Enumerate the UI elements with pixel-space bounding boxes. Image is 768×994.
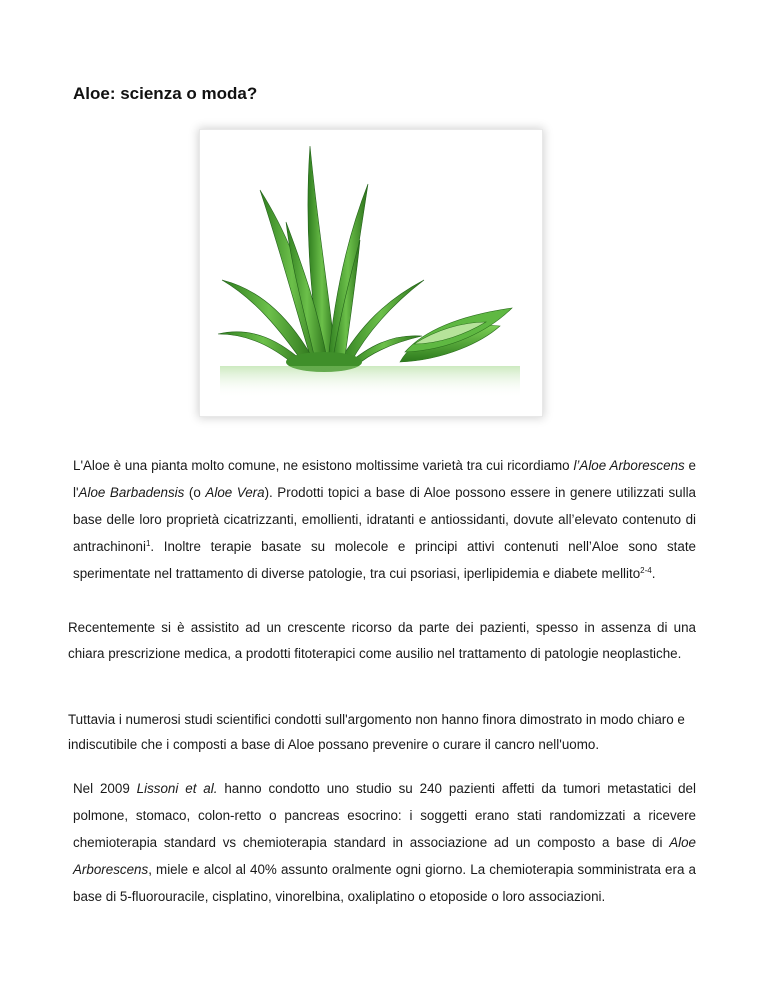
study-text-1: Nel 2009 bbox=[73, 781, 137, 796]
study-italic-1: Lissoni et al. bbox=[136, 781, 218, 796]
study-text-3: , miele e alcol al 40% assunto oralmente ogni giorno. La chemioterapia somministrata era a base di 5-fluorouracile, cisplatino, vinorelbina, oxaliplatino o etoposide o loro associazioni. bbox=[73, 862, 696, 904]
aloe-plant-icon bbox=[200, 130, 542, 416]
study-italic-2: Aloe Arborescens bbox=[73, 835, 696, 877]
paragraph-phytotherapy: Recentemente si è assistito ad un crescente ricorso da parte dei pazienti, spesso in assenza di una chiara prescrizione medica, a prodotti fitoterapici come ausilio nel trattamento di patologie neoplastiche. bbox=[68, 620, 696, 661]
intro-text-1: L'Aloe è una pianta molto comune, ne esistono moltissime varietà tra cui ricordiamo bbox=[73, 458, 574, 473]
paragraph-studies: Tuttavia i numerosi studi scientifici condotti sull'argomento non hanno finora dimostrato in modo chiaro e indiscutibile che i composti a base di Aloe possano prevenire o curare il cancro nell'uomo. bbox=[68, 712, 685, 752]
intro-text-5: . Inoltre terapie basate su molecole e principi attivi contenuti nell’Aloe sono state sperimentate nel trattamento di diverse patologie, tra cui psoriasi, iperlipidemia e diabete mellito bbox=[73, 539, 696, 581]
footnote-ref-1: 1 bbox=[145, 539, 151, 548]
intro-text-2: e l' bbox=[73, 458, 696, 500]
footnote-ref-2: 2-4 bbox=[640, 566, 652, 575]
intro-italic-3: Aloe Vera bbox=[205, 485, 265, 500]
intro-paragraph bbox=[73, 452, 696, 587]
study-text-2: hanno condotto uno studio su 240 pazienti affetti da tumori metastatici del polmone, stomaco, colon-retto o pancreas esocrino: i soggetti erano stati randomizzati a ricevere chemioterapia standard vs chemioterapia standard in associazione ad un composto a base di bbox=[73, 781, 696, 850]
intro-italic-1: l’Aloe Arborescens bbox=[573, 458, 685, 473]
document-title: Aloe: scienza o moda? bbox=[73, 84, 258, 103]
intro-text-3: (o bbox=[184, 485, 206, 500]
paragraph-lissoni-study bbox=[73, 775, 696, 910]
aloe-plant-image bbox=[200, 130, 542, 416]
intro-italic-2: Aloe Barbadensis bbox=[78, 485, 185, 500]
intro-text-6: . bbox=[651, 566, 656, 581]
intro-text-4: ). Prodotti topici a base di Aloe possono essere in genere utilizzati sulla base delle loro proprietà cicatrizzanti, emollienti, idratanti e antiossidanti, dovute all’elevato contenuto di antrachinoni bbox=[73, 485, 696, 554]
